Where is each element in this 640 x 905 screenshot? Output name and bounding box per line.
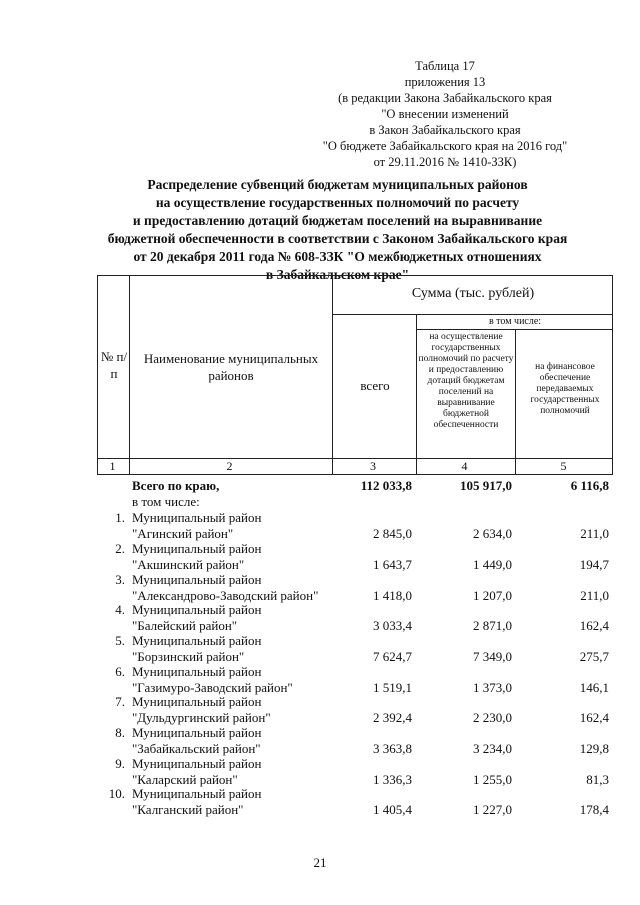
row-sub1: 1 227,0 bbox=[473, 802, 512, 817]
row-name-line1: Муниципальный район bbox=[132, 664, 262, 679]
divider bbox=[332, 314, 612, 315]
total-sublabel: в том числе: bbox=[132, 494, 200, 509]
divider bbox=[416, 329, 612, 330]
total-value: 112 033,8 bbox=[360, 478, 412, 493]
row-total: 1 519,1 bbox=[373, 680, 412, 695]
row-name-line1: Муниципальный район bbox=[132, 541, 262, 556]
column-header-sum: Сумма (тыс. рублей) bbox=[411, 286, 535, 301]
row-total: 1 336,3 bbox=[373, 772, 412, 787]
column-header-number: № п/п bbox=[100, 349, 128, 381]
row-name-line2: "Александрово-Заводский район" bbox=[132, 588, 319, 603]
page-number: 21 bbox=[313, 855, 327, 870]
column-number: 5 bbox=[560, 459, 567, 473]
title-line: от 20 декабря 2011 года № 608-ЗЗК "О межбюджетных отношениях bbox=[133, 249, 542, 264]
column-header-total: всего bbox=[360, 378, 390, 393]
row-name-line2: "Балейский район" bbox=[132, 618, 238, 633]
row-total: 1 643,7 bbox=[373, 557, 412, 572]
divider bbox=[129, 276, 130, 474]
row-number: 2. bbox=[115, 541, 125, 556]
title-line: и предоставлению дотаций бюджетам поселений на выравнивание bbox=[132, 213, 543, 228]
row-sub2: 211,0 bbox=[580, 526, 609, 541]
divider bbox=[332, 276, 333, 474]
row-name-line1: Муниципальный район bbox=[132, 510, 262, 525]
row-name-line1: Муниципальный район bbox=[132, 694, 262, 709]
row-sub2: 129,8 bbox=[579, 741, 609, 756]
row-name-line2: "Газимуро-Заводский район" bbox=[132, 680, 293, 695]
row-sub1: 3 234,0 bbox=[473, 741, 512, 756]
row-number: 10. bbox=[108, 786, 125, 801]
document-header bbox=[300, 58, 590, 170]
row-sub1: 1 449,0 bbox=[473, 557, 512, 572]
row-name-line2: "Дульдургинский район" bbox=[132, 710, 271, 725]
row-name-line1: Муниципальный район bbox=[132, 602, 262, 617]
column-number: 1 bbox=[109, 459, 116, 473]
row-sub2: 275,7 bbox=[579, 649, 609, 664]
row-total: 2 392,4 bbox=[373, 710, 412, 725]
row-number: 9. bbox=[115, 756, 125, 771]
title-line: на осуществление государственных полномочий по расчету bbox=[155, 195, 520, 210]
row-total: 3 363,8 bbox=[373, 741, 412, 756]
row-total: 7 624,7 bbox=[373, 649, 412, 664]
column-number: 2 bbox=[226, 459, 233, 473]
row-number: 7. bbox=[115, 694, 125, 709]
row-total: 3 033,4 bbox=[373, 618, 412, 633]
row-sub2: 194,7 bbox=[579, 557, 609, 572]
row-sub2: 81,3 bbox=[586, 772, 609, 787]
column-header-name: Наименование муниципальных районов bbox=[143, 351, 319, 383]
row-sub1: 1 255,0 bbox=[473, 772, 512, 787]
column-header-including: в том числе: bbox=[488, 316, 542, 327]
total-label: Всего по краю, bbox=[132, 478, 220, 493]
row-number: 1. bbox=[115, 510, 125, 525]
row-number: 5. bbox=[115, 633, 125, 648]
row-sub2: 162,4 bbox=[579, 710, 609, 725]
row-name-line2: "Калганский район" bbox=[132, 802, 244, 817]
header-line: "О бюджете Забайкальского края на 2016 год" bbox=[322, 139, 568, 153]
row-number: 8. bbox=[115, 725, 125, 740]
row-name-line2: "Акшинский район" bbox=[132, 557, 245, 572]
row-total: 2 845,0 bbox=[373, 526, 412, 541]
row-name-line2: "Забайкальский район" bbox=[132, 741, 261, 756]
total-sub2-value: 6 116,8 bbox=[570, 478, 609, 493]
row-name-line1: Муниципальный район bbox=[132, 786, 262, 801]
row-total: 1 405,4 bbox=[373, 802, 412, 817]
column-header-sub2: на финансовое обеспечение передаваемых государственных полномочий bbox=[530, 362, 600, 416]
row-name-line2: "Агинский район" bbox=[132, 526, 234, 541]
column-number: 4 bbox=[461, 459, 468, 473]
header-line: (в редакции Закона Забайкальского края bbox=[338, 91, 552, 105]
row-sub1: 1 207,0 bbox=[473, 588, 512, 603]
title-line: в Забайкальском крае" bbox=[265, 267, 410, 282]
row-sub2: 146,1 bbox=[579, 680, 609, 695]
table-header bbox=[97, 275, 613, 475]
row-number: 3. bbox=[115, 572, 125, 587]
header-line: "О внесении изменений bbox=[381, 107, 509, 121]
row-name-line2: "Каларский район" bbox=[132, 772, 238, 787]
row-number: 4. bbox=[115, 602, 125, 617]
row-name-line1: Муниципальный район bbox=[132, 725, 262, 740]
row-name-line1: Муниципальный район bbox=[132, 633, 262, 648]
header-line: Таблица 17 bbox=[415, 59, 475, 73]
row-sub1: 2 634,0 bbox=[473, 526, 512, 541]
header-line: от 29.11.2016 № 1410-ЗЗК) bbox=[373, 155, 517, 169]
row-name-line1: Муниципальный район bbox=[132, 756, 262, 771]
header-line: приложения 13 bbox=[404, 75, 486, 89]
row-total: 1 418,0 bbox=[373, 588, 412, 603]
row-sub2: 162,4 bbox=[579, 618, 609, 633]
row-name-line1: Муниципальный район bbox=[132, 572, 262, 587]
column-number-row bbox=[97, 458, 613, 475]
row-sub1: 1 373,0 bbox=[473, 680, 512, 695]
title-line: бюджетной обеспеченности в соответствии с Законом Забайкальского края bbox=[107, 231, 568, 246]
row-number: 6. bbox=[115, 664, 125, 679]
column-header-sub1: на осуществление государственных полномочий по расчету и предоставлению дотаций бюджетам поселений на выравнивание бюджетной обеспеченности bbox=[418, 332, 514, 430]
row-name-line2: "Борзинский район" bbox=[132, 649, 245, 664]
row-sub2: 178,4 bbox=[579, 802, 609, 817]
title-line: Распределение субвенций бюджетам муниципальных районов bbox=[147, 177, 528, 192]
divider bbox=[416, 314, 417, 474]
row-sub2: 211,0 bbox=[580, 588, 609, 603]
row-sub1: 2 871,0 bbox=[473, 618, 512, 633]
header-line: в Закон Забайкальского края bbox=[369, 123, 521, 137]
document-title bbox=[60, 176, 615, 284]
row-sub1: 7 349,0 bbox=[473, 649, 512, 664]
column-number: 3 bbox=[370, 459, 376, 473]
total-sub1-value: 105 917,0 bbox=[460, 478, 512, 493]
row-sub1: 2 230,0 bbox=[473, 710, 512, 725]
